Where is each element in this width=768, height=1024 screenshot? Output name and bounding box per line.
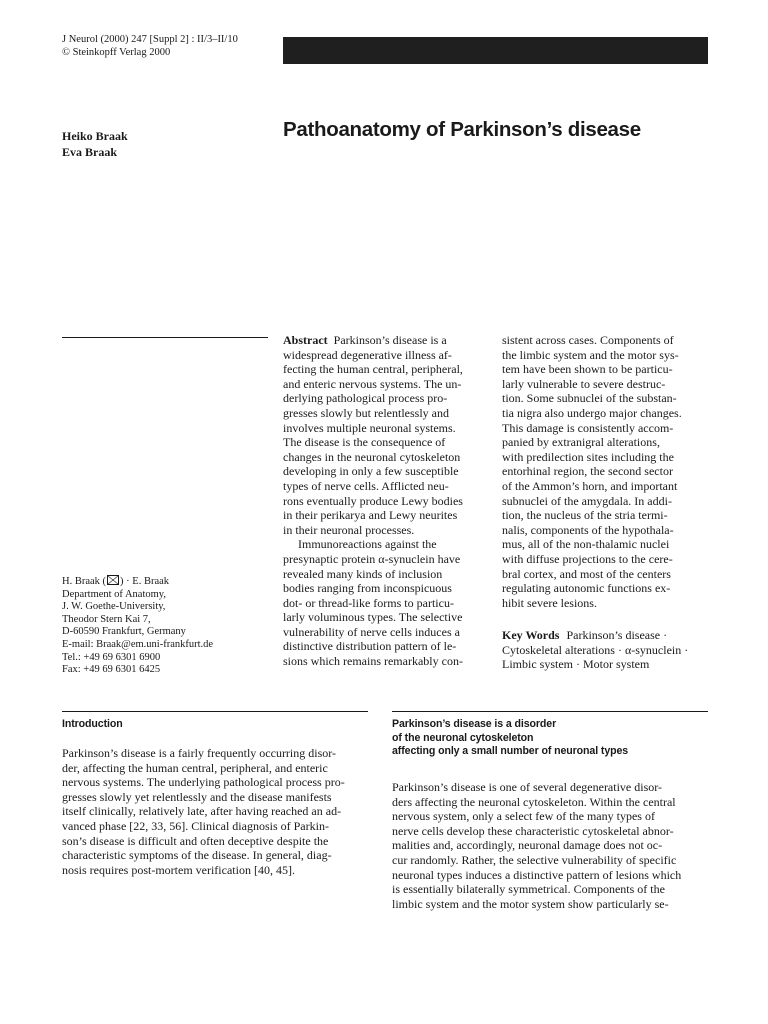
text-line: sions which remains remarkably con-	[283, 654, 463, 669]
text-line: gresses slowly but relentlessly and	[283, 405, 449, 420]
citation-line: J Neurol (2000) 247 [Suppl 2] : II/3–II/10	[62, 34, 238, 45]
introduction-body	[62, 746, 345, 877]
text-line: ders affecting the neuronal cytoskeleton. Within the central	[392, 794, 676, 809]
address-line: D-60590 Frankfurt, Germany	[62, 626, 186, 638]
text-line: hibit severe lesions.	[502, 595, 597, 610]
text-line: larly voluminous types. The selective	[283, 610, 463, 625]
divider	[62, 337, 268, 338]
keywords-label: Key Words	[502, 628, 560, 642]
text-line: Parkinson’s disease is one of several degenerative disor-	[392, 780, 663, 794]
author-list	[62, 129, 128, 160]
journal-citation	[62, 33, 238, 59]
text-line: bral cortex, and most of the centers	[502, 566, 671, 581]
text-line: distinctive distribution pattern of le-	[283, 639, 457, 654]
header-bar	[283, 37, 708, 64]
text-line: entorhinal region, the second sector	[502, 464, 673, 479]
text-line: nerve cells develop these characteristic cytoskeletal abnor-	[392, 823, 674, 838]
text-line: itself clinically, relatively late, after having reached an ad-	[62, 804, 342, 819]
text-line: bodies ranging from inconspicuous	[283, 581, 452, 596]
text-line: Immunoreactions against the	[298, 537, 437, 552]
abstract-column-1	[283, 333, 463, 669]
phone-line: Tel.: +49 69 6301 6900	[62, 651, 161, 663]
section-heading: Parkinson’s disease is a disorder of the neuronal cytoskeleton affecting only a small number of neuronal types	[392, 718, 629, 757]
text-line: in their neuronal processes.	[283, 522, 415, 537]
divider	[392, 711, 708, 712]
text-line: characteristic symptoms of the disease. In general, diag-	[62, 848, 332, 863]
text-line: in their perikarya and Lewy neurites	[283, 508, 458, 523]
text-line: the limbic system and the motor sys-	[502, 347, 679, 362]
text-line: types of nerve cells. Afflicted neu-	[283, 478, 449, 493]
text-line: vanced phase [22, 33, 56]. Clinical diagnosis of Parkin-	[62, 818, 329, 833]
text-line: tia nigra also undergo major changes.	[502, 405, 682, 420]
address-line: Department of Anatomy,	[62, 588, 167, 600]
text-line: der, affecting the human central, peripheral, and enteric	[62, 760, 328, 775]
text-line: derlying pathological process pro-	[283, 391, 448, 406]
envelope-icon	[107, 575, 119, 585]
text-line: regulating autonomic functions ex-	[502, 581, 671, 596]
address-line: Theodor Stern Kai 7,	[62, 613, 151, 625]
article-title: Pathoanatomy of Parkinson’s disease	[283, 118, 641, 141]
text-line: gresses slowly yet relentlessly and the disease manifests	[62, 789, 332, 804]
text-line: subnuclei of the amygdala. In addi-	[502, 493, 672, 508]
text-line: Parkinson’s disease is a fairly frequently occurring disor-	[62, 746, 337, 760]
text-line: neuronal types induces a distinctive pattern of lesions which	[392, 867, 682, 882]
correspondence-address	[62, 575, 213, 677]
text-line: involves multiple neuronal systems.	[283, 420, 456, 435]
text-line: and enteric nervous systems. The un-	[283, 376, 462, 391]
text-line: is essentially bilaterally symmetrical. Components of the	[392, 882, 665, 897]
author-name: Eva Braak	[62, 144, 118, 159]
text-line: larly vulnerable to severe destruc-	[502, 376, 666, 391]
text-line: nervous system, only a select few of the many types of	[392, 809, 655, 824]
keywords	[502, 628, 688, 672]
text-line: sistent across cases. Components of	[502, 333, 674, 347]
abstract-first-line: Abstract Parkinson’s disease is a	[283, 333, 447, 347]
divider	[62, 711, 368, 712]
text-line: rons eventually produce Lewy bodies	[283, 493, 463, 508]
text-line: revealed many kinds of inclusion	[283, 566, 443, 581]
text-line: dot- or thread-like forms to particu-	[283, 595, 454, 610]
text-line: widespread degenerative illness af-	[283, 347, 452, 362]
text-line: developing in only a few susceptible	[283, 464, 459, 479]
text-line: changes in the neuronal cytoskeleton	[283, 449, 461, 464]
text-line: nervous systems. The underlying pathological process pro-	[62, 775, 345, 790]
keywords-line: Cytoskeletal alterations · α-synuclein ·	[502, 642, 689, 657]
abstract-label: Abstract	[283, 333, 328, 347]
text-line: tem have been shown to be particu-	[502, 362, 673, 377]
text-line: with diffuse projections to the cere-	[502, 551, 673, 566]
fax-line: Fax: +49 69 6301 6425	[62, 664, 161, 676]
email-line: E-mail: Braak@em.uni-frankfurt.de	[62, 638, 214, 650]
text-line: with predilection sites including the	[502, 449, 674, 464]
text-line: cur randomly. Rather, the selective vulnerability of specific	[392, 852, 677, 867]
text-line: son’s disease is difficult and often deceptive despite the	[62, 833, 329, 848]
text-line: tion, the nucleus of the stria termi-	[502, 508, 668, 523]
text-line: presynaptic protein α-synuclein have	[283, 551, 461, 566]
copyright-line: © Steinkopff Verlag 2000	[62, 47, 171, 58]
text-line: tion. Some subnuclei of the substan-	[502, 391, 677, 406]
abstract-column-2	[502, 333, 682, 610]
text-line: This damage is consistently accom-	[502, 420, 674, 435]
text-line: of the Ammon’s horn, and important	[502, 478, 678, 493]
keywords-line: Limbic system · Motor system	[502, 657, 650, 672]
section2-body	[392, 780, 681, 911]
text-line: vulnerability of nerve cells induces a	[283, 624, 460, 639]
text-line: mus, all of the non-thalamic nuclei	[502, 537, 670, 552]
text-line: nosis requires post-mortem verification [40, 45].	[62, 862, 295, 877]
author-name: Heiko Braak	[62, 129, 128, 143]
text-line: panied by extranigral alterations,	[502, 435, 660, 450]
text-line: limbic system and the motor system show particularly se-	[392, 896, 669, 911]
text-line: fecting the human central, peripheral,	[283, 362, 463, 377]
address-line: J. W. Goethe-University,	[62, 601, 166, 613]
text-line: The disease is the consequence of	[283, 435, 446, 450]
keywords-line: Key Words Parkinson’s disease ·	[502, 628, 668, 642]
text-line: nalis, components of the hypothala-	[502, 522, 674, 537]
section-heading: Introduction	[62, 718, 123, 730]
correspondence-names: H. Braak ( ) · E. Braak	[62, 576, 170, 587]
text-line: malities and, accordingly, neuronal damage does not oc-	[392, 838, 663, 853]
